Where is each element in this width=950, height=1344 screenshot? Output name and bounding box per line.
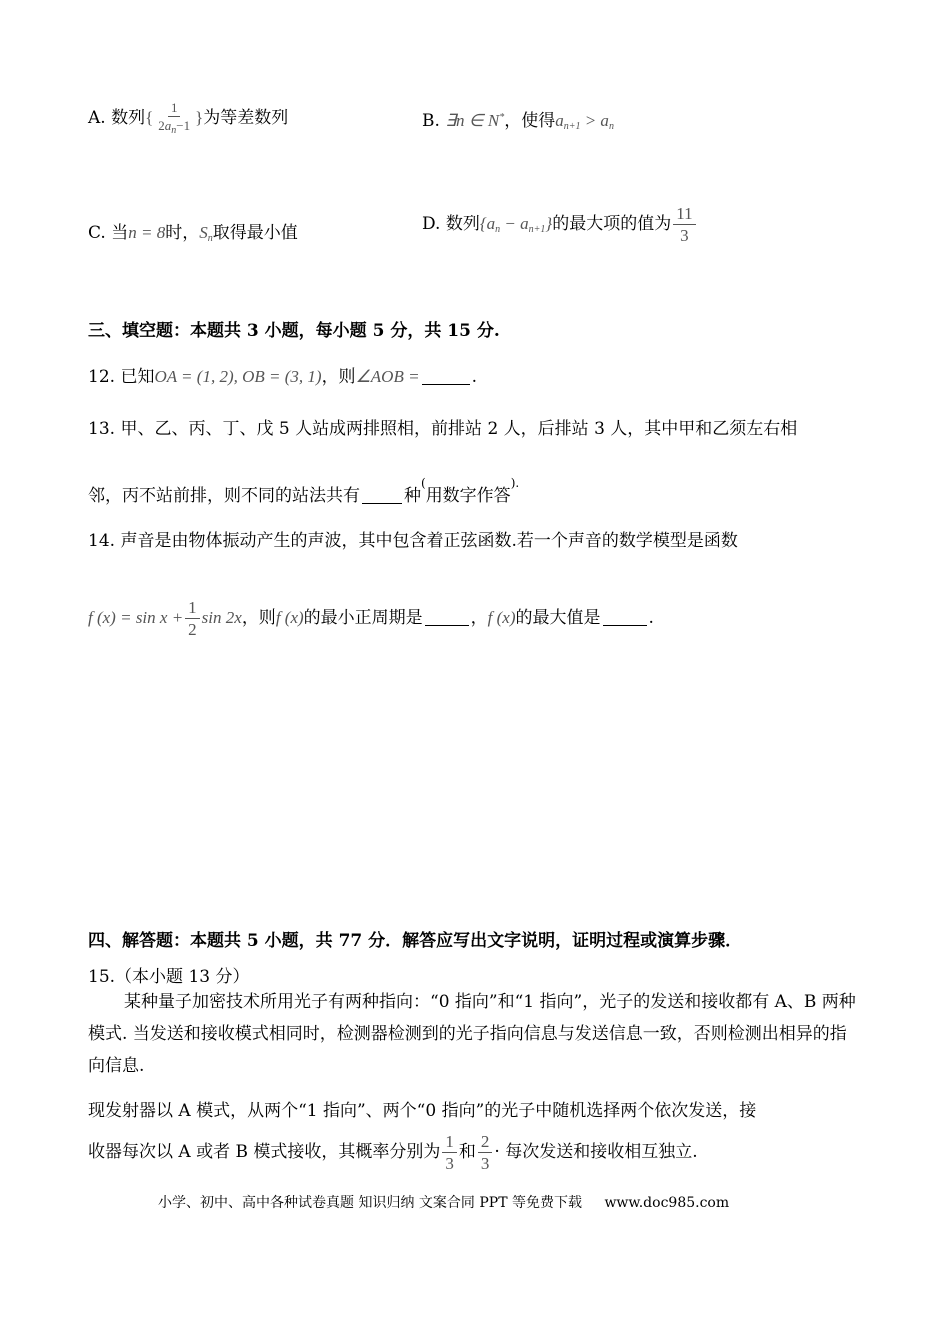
question-15-para1: 某种量子加密技术所用光子有两种指向：“0 指向”和“1 指向”，光子的发送和接收都有 A、B 两种模式. 当发送和接收模式相同时，检测器检测到的光子指向信息与发送信息一致，否则检测出相异的指向信息.	[88, 992, 856, 1076]
q14-function: f (x) = sin x +	[88, 608, 184, 627]
question-15-para2-line1: 现发射器以 A 模式，从两个“1 指向”、两个“0 指向”的光子中随机选择两个依次发送，接	[88, 1101, 757, 1121]
option-b-inequality: $a_{n+1} > a_n$	[555, 111, 614, 132]
option-d: D. 数列$\{a_n - a_{n+1}\}$的最大项的值为 $\frac{11}{3}$	[422, 196, 698, 258]
q14-max-blank	[603, 609, 647, 626]
question-12: 12. 已知OA = (1, 2), OB = (3, 1)，则∠AOB = .	[88, 367, 477, 387]
q14-half: $\frac{1}{2}$	[185, 599, 200, 638]
section4-heading: 四、解答题：本题共 5 小题，共 77 分．解答应写出文字说明，证明过程或演算步骤．	[88, 931, 743, 951]
question-15-para2-line2: 收器每次以 A 或者 B 模式接收，其概率分别为 $\frac{1}{3}$ 和 $\frac{2}{3}$ · 每次发送和接收相互独立.	[88, 1132, 698, 1173]
option-d-set: $\{a_n - a_{n+1}\}$	[479, 214, 553, 235]
option-d-fraction: $\frac{11}{3}$	[673, 205, 695, 244]
q12-angle: ∠AOB =	[355, 367, 420, 386]
footer-text: 小学、初中、高中各种试卷真题 知识归纳 文案合同 PPT 等免费下载	[158, 1195, 582, 1211]
q12-answer-blank	[422, 368, 470, 385]
footer-url[interactable]: www.doc985.com	[604, 1195, 730, 1211]
option-a-suffix: 为等差数列	[203, 108, 289, 128]
q14-period-blank	[425, 609, 469, 626]
option-a: A. 数列{ $\frac{1}{2a_n-1}$ }为等差数列	[88, 100, 289, 136]
question-13-line1: 13. 甲、乙、丙、丁、戊 5 人站成两排照相，前排站 2 人，后排站 3 人，其中甲和乙须左右相	[88, 419, 798, 439]
prob-a-fraction: $\frac{1}{3}$	[442, 1133, 457, 1172]
question-15-header: 15.（本小题 13 分）	[88, 967, 250, 987]
question-14-line1: 14. 声音是由物体振动产生的声波，其中包含着正弦函数.若一个声音的数学模型是函数	[88, 531, 738, 551]
option-b: B. ∃n ∈ N*，使得$a_{n+1} > a_n$	[422, 111, 614, 132]
option-c-sn: $S_n$	[199, 223, 213, 244]
footer	[158, 1192, 729, 1212]
option-c-condition: n = 8	[128, 223, 166, 242]
option-a-fraction: $\frac{1}{2a_n-1}$	[158, 100, 191, 136]
option-a-prefix: A. 数列	[88, 108, 146, 128]
option-c: C. 当n = 8时，$S_n$取得最小值	[88, 223, 298, 244]
prob-b-fraction: $\frac{2}{3}$	[478, 1133, 493, 1172]
q12-vectors: OA = (1, 2), OB = (3, 1)	[154, 367, 322, 386]
q13-answer-blank	[362, 487, 402, 504]
question-13-line2: 邻，丙不站前排，则不同的站法共有 种(用数字作答).	[88, 476, 520, 506]
section3-heading: 三、填空题：本题共 3 小题，每小题 5 分，共 15 分.	[88, 321, 500, 341]
question-14-line2: f (x) = sin x + $\frac{1}{2}$ sin 2x，则f (x)的最小正周期是 ，f (x)的最大值是 .	[88, 598, 654, 639]
option-b-exists: ∃n ∈ N*	[445, 111, 505, 130]
